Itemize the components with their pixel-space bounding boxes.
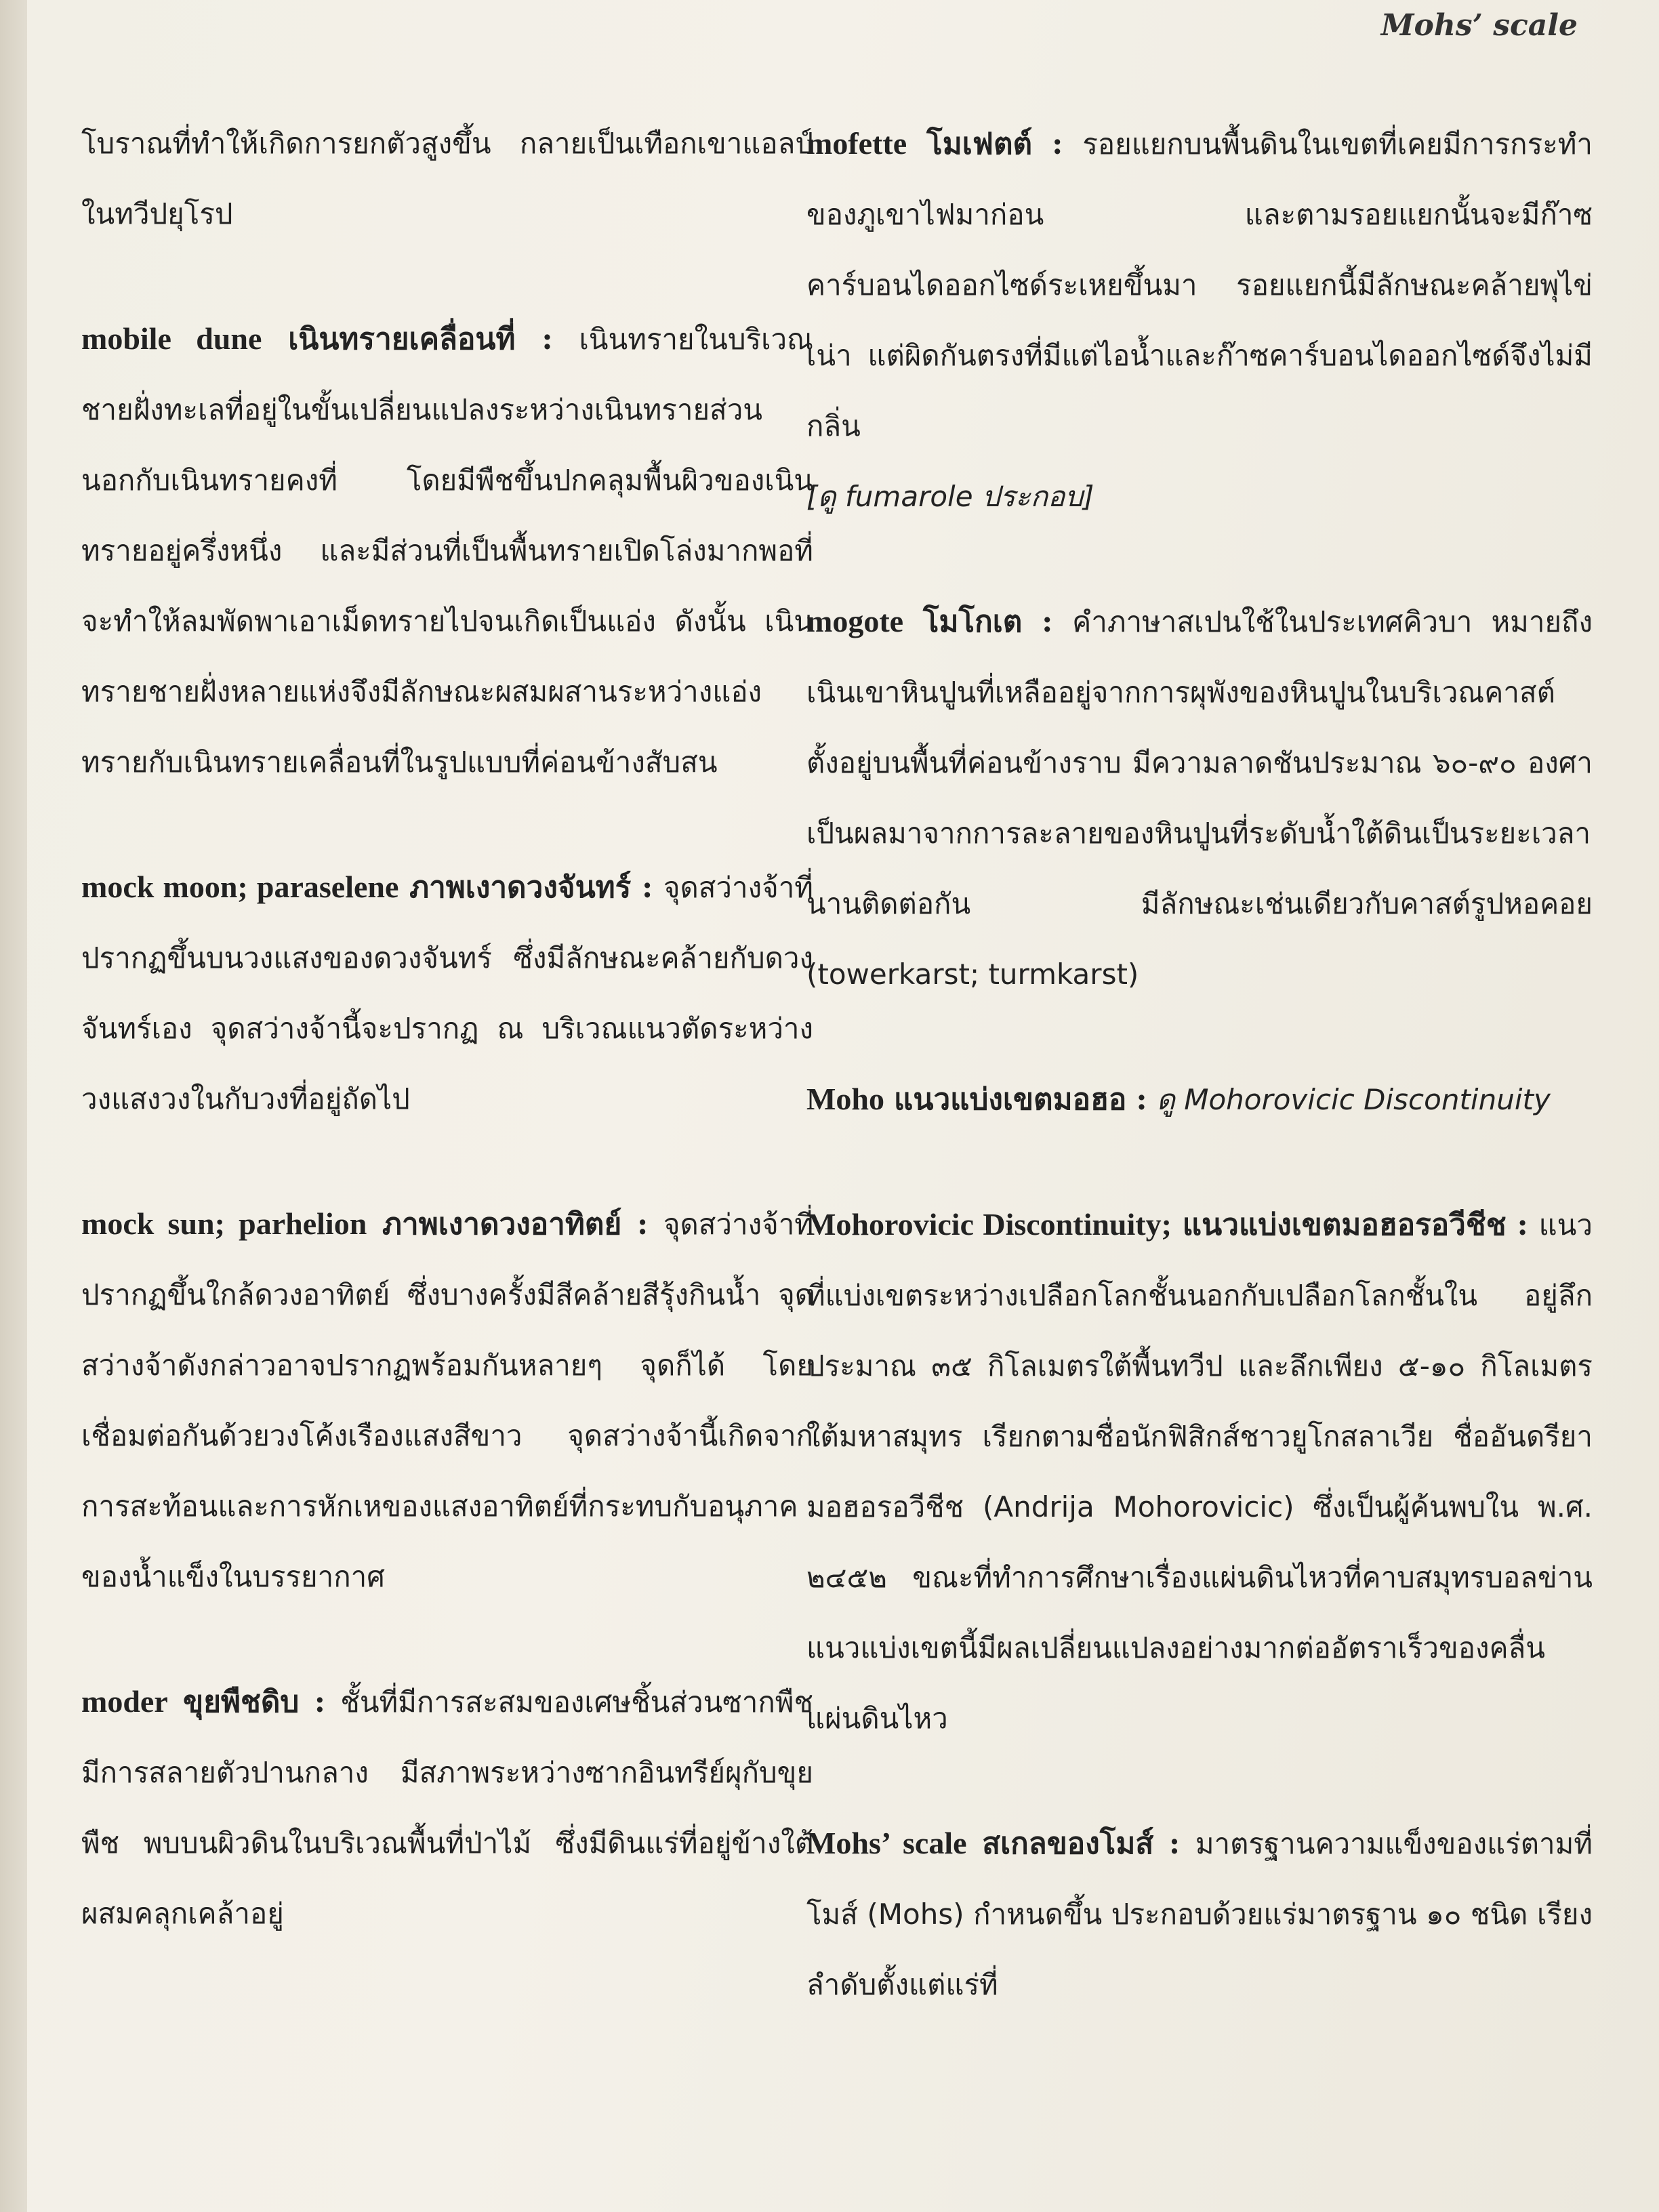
entry-headword: mogote xyxy=(806,604,904,638)
entry-definition: เนินทรายในบริเวณชายฝั่งทะเลที่อยู่ในขั้นเปลี่ยนแปลงระหว่างเนินทรายส่วนนอกกับเนินทรายคงที่ โดยมีพืชขึ้นปกคลุมพื้นผิวของเนินทรายอยู่ครึ่งหนึ่ง และมีส่วนที่เป็นพื้นทรายเปิดโล่งมากพอที่จะทำให้ลมพัดพาเอาเม็ดทรายไปจนเกิดเป็นแอ่ง ดังนั้น เนินทรายชายฝั่งหลายแห่งจึงมีลักษณะผสมผสานระหว่างแอ่งทรายกับเนินทรายเคลื่อนที่ในรูปแบบที่ค่อนข้างสับสน xyxy=(81,323,813,779)
entry-thai-term: เนินทรายเคลื่อนที่ xyxy=(288,322,516,356)
entry-definition: รอยแยกบนพื้นดินในเขตที่เคยมีการกระทำของภูเขาไฟมาก่อน และตามรอยแยกนั้นจะมีก๊าซคาร์บอนไดออกไซด์ระเหยขึ้นมา รอยแยกนี้มีลักษณะคล้ายพุไข่เน่า แต่ผิดกันตรงที่มีแต่ไอน้ำและก๊าซคาร์บอนไดออกไซด์จึงไม่มีกลิ่น xyxy=(806,127,1593,443)
entry-thai-term: โมเฟตต์ xyxy=(926,127,1033,161)
entry-headword: mock sun; parhelion xyxy=(81,1206,367,1241)
entry-separator: : xyxy=(641,870,653,905)
entry-definition: แนวที่แบ่งเขตระหว่างเปลือกโลกชั้นนอกกับเปลือกโลกชั้นใน อยู่ลึกประมาณ ๓๕ กิโลเมตรใต้พื้นทวีป และลึกเพียง ๕-๑๐ กิโลเมตรใต้มหาสมุทร เรียกตามชื่อนักฟิสิกส์ชาวยูโกสลาเวีย ชื่ออันดรียา มอฮอรอวีชีช (Andrija Mohorovicic) ซึ่งเป็นผู้ค้นพบใน พ.ศ. ๒๔๕๒ ขณะที่ทำการศึกษาเรื่องแผ่นดินไหวที่คาบสมุทรบอลข่าน แนวแบ่งเขตนี้มีผลเปลี่ยนแปลงอย่างมากต่ออัตราเร็วของคลื่นแผ่นดินไหว xyxy=(806,1208,1593,1735)
entry-thai-term: โมโกเต xyxy=(922,605,1023,639)
entry-headword: mofette xyxy=(806,126,907,161)
entry-mohorovicic-discontinuity xyxy=(806,1189,1593,1754)
entry-continuation xyxy=(81,108,813,249)
entry-see-also: [ดู fumarole ประกอบ] xyxy=(806,480,1094,513)
entry-thai-term: ขุยพืชดิบ xyxy=(183,1685,300,1719)
entry-mogote xyxy=(806,586,1593,1010)
entry-headword: mock moon; paraselene xyxy=(81,869,399,904)
entry-definition: คำภาษาสเปนใช้ในประเทศคิวบา หมายถึง เนินเขาหินปูนที่เหลืออยู่จากการผุพังของหินปูนในบริเวณคาสต์ ตั้งอยู่บนพื้นที่ค่อนข้างราบ มีความลาดชันประมาณ ๖๐-๙๐ องศา เป็นผลมาจากการละลายของหินปูนที่ระดับน้ำใต้ดินเป็นระยะเวลานานติดต่อกัน มีลักษณะเช่นเดียวกับคาสต์รูปหอคอย (towerkarst; turmkarst) xyxy=(806,605,1593,991)
entry-thai-term: แนวแบ่งเขตมอฮอ xyxy=(894,1082,1127,1117)
entry-separator: : xyxy=(541,322,553,356)
entry-mock-sun xyxy=(81,1189,813,1612)
entry-headword: Moho xyxy=(806,1082,884,1116)
entry-headword: Mohs’ scale xyxy=(806,1826,967,1860)
running-head: Mohs’ scale xyxy=(1380,8,1578,43)
entry-thai-term: ภาพเงาดวงอาทิตย์ xyxy=(382,1207,622,1242)
book-spine-shadow xyxy=(0,0,27,2212)
dictionary-page xyxy=(27,0,1659,2212)
entry-mofette xyxy=(806,108,1593,532)
entry-headword: moder xyxy=(81,1684,168,1719)
entry-separator: : xyxy=(1052,127,1063,161)
entry-separator: : xyxy=(1168,1826,1181,1861)
entry-separator: : xyxy=(1042,605,1053,639)
entry-headword: mobile dune xyxy=(81,321,262,356)
entry-separator: : xyxy=(1136,1082,1147,1117)
entry-thai-term: แนวแบ่งเขตมอฮอรอวีชีช xyxy=(1182,1208,1507,1242)
entry-definition: มาตรฐานความแข็งของแร่ตามที่โมส์ (Mohs) กำหนดขึ้น ประกอบด้วยแร่มาตรฐาน ๑๐ ชนิด เรียงลำดับตั้งแต่แร่ที่ xyxy=(806,1827,1593,2001)
entry-definition: ชั้นที่มีการสะสมของเศษชิ้นส่วนซากพืช มีการสลายตัวปานกลาง มีสภาพระหว่างซากอินทรีย์ผุกับขุยพืช พบบนผิวดินในบริเวณพื้นที่ป่าไม้ ซึ่งมีดินแร่ที่อยู่ข้างใต้ผสมคลุกเคล้าอยู่ xyxy=(81,1685,813,1930)
entry-definition: จุดสว่างจ้าที่ปรากฏขึ้นใกล้ดวงอาทิตย์ ซึ่งบางครั้งมีสีคล้ายสีรุ้งกินน้ำ จุดสว่างจ้าดังกล่าวอาจปรากฏพร้อมกันหลายๆ จุดก็ได้ โดยเชื่อมต่อกันด้วยวงโค้งเรืองแสงสีขาว จุดสว่างจ้านี้เกิดจากการสะท้อนและการหักเหของแสงอาทิตย์ที่กระทบกับอนุภาคของน้ำแข็งในบรรยากาศ xyxy=(81,1208,813,1593)
entry-mobile-dune xyxy=(81,304,813,798)
entry-mohs-scale xyxy=(806,1808,1593,2020)
left-column xyxy=(81,108,813,2003)
entry-thai-term: ภาพเงาดวงจันทร์ xyxy=(409,870,632,905)
right-column xyxy=(806,108,1593,2074)
entry-separator: : xyxy=(314,1685,325,1719)
entry-separator: : xyxy=(1517,1208,1528,1242)
entry-moho xyxy=(806,1064,1593,1135)
entry-thai-term: สเกลของโมส์ xyxy=(982,1826,1154,1861)
entry-definition: จุดสว่างจ้าที่ปรากฏขึ้นบนวงแสงของดวงจันทร์ ซึ่งมีลักษณะคล้ายกับดวงจันทร์เอง จุดสว่างจ้านี้จะปรากฏ ณ บริเวณแนวตัดระหว่างวงแสงวงในกับวงที่อยู่ถัดไป xyxy=(81,871,813,1115)
entry-separator: : xyxy=(636,1207,649,1242)
entry-headword: Mohorovicic Discontinuity; xyxy=(806,1207,1172,1242)
entry-moder xyxy=(81,1666,813,1949)
entry-definition: โบราณที่ทำให้เกิดการยกตัวสูงขึ้น กลายเป็นเทือกเขาแอลป์ในทวีปยุโรป xyxy=(81,127,813,230)
entry-see-also: ดู Mohorovicic Discontinuity xyxy=(1156,1083,1551,1116)
entry-mock-moon xyxy=(81,852,813,1134)
